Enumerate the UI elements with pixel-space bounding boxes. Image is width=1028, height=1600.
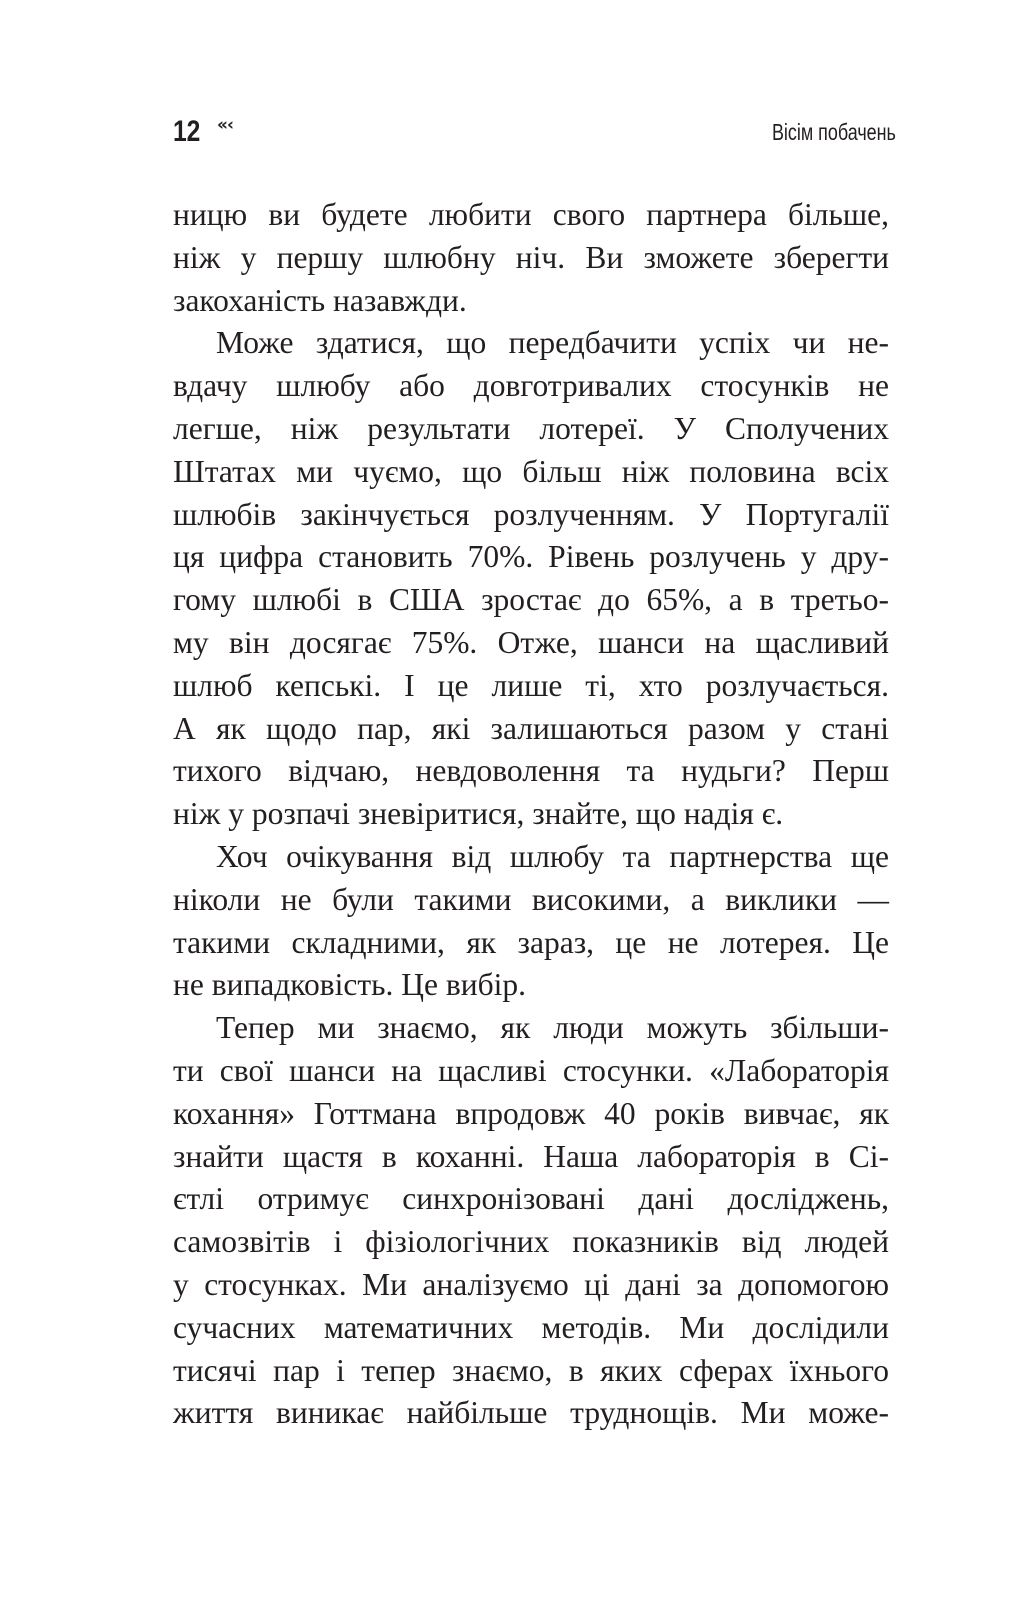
- text-line: ти свої шанси на щасливі стосунки. «Лабораторія: [173, 1052, 889, 1088]
- text-line: шлюбів закінчується розлученням. У Португалії: [173, 496, 889, 532]
- running-header: [173, 112, 896, 152]
- text-line: ця цифра становить 70%. Рівень розлучень у дру-: [173, 539, 889, 575]
- text-line: ніж у розпачі зневіритися, знайте, що надія є.: [173, 796, 784, 832]
- text-line: шлюб кепські. І це лише ті, хто розлучається.: [173, 667, 889, 703]
- text-line: знайти щастя в коханні. Наша лабораторія в Сі-: [173, 1138, 889, 1174]
- text-line: ніколи не були такими високими, а виклики —: [173, 881, 889, 917]
- text-line: гому шлюбі в США зростає до 65%, а в третьо-: [173, 582, 889, 618]
- text-line: єтлі отримує синхронізовані дані досліджень,: [173, 1181, 889, 1217]
- text-line: такими складними, як зараз, це не лотерея. Це: [173, 924, 889, 960]
- body-text: [173, 194, 889, 1435]
- text-line: тихого відчаю, невдоволення та нудьги? Перш: [173, 753, 889, 789]
- text-line: життя виникає найбільше труднощів. Ми може-: [173, 1395, 889, 1431]
- text-line: ницю ви будете любити свого партнера більше,: [173, 197, 889, 232]
- text-line: вдачу шлюбу або довготривалих стосунків не: [173, 368, 889, 404]
- text-line: не випадковість. Це вибір.: [173, 967, 526, 1003]
- running-title: Вісім побачень: [772, 119, 896, 145]
- paragraph: [173, 322, 889, 836]
- paragraph: [173, 836, 889, 1007]
- text-line: Може здатися, що передбачити успіх чи не-: [216, 325, 889, 361]
- text-line: Штатах ми чуємо, що більш ніж половина всіх: [173, 453, 889, 489]
- text-line: у стосунках. Ми аналізуємо ці дані за допомогою: [173, 1266, 889, 1302]
- text-line: легше, ніж результати лотереї. У Сполучених: [173, 410, 889, 446]
- text-line: тисячі пар і тепер знаємо, в яких сферах їхнього: [173, 1352, 889, 1388]
- text-line: А як щодо пар, які залишаються разом у стані: [173, 710, 889, 746]
- text-line: му він досягає 75%. Отже, шанси на щасливий: [173, 624, 889, 660]
- text-line: закоханість назавжди.: [173, 282, 467, 318]
- text-line: кохання» Готтмана впродовж 40 років вивчає, як: [173, 1095, 889, 1131]
- paragraph: [173, 194, 889, 322]
- page-number: 12: [173, 115, 201, 148]
- page-mark-glyph: «‹: [217, 115, 233, 135]
- paragraph: [173, 1007, 889, 1435]
- text-line: самозвітів і фізіологічних показників від людей: [173, 1224, 889, 1260]
- text-line: Хоч очікування від шлюбу та партнерства ще: [216, 838, 889, 874]
- text-line: сучасних математичних методів. Ми дослідили: [173, 1309, 889, 1345]
- text-line: Тепер ми знаємо, як люди можуть збільши-: [216, 1010, 889, 1046]
- text-line: ніж у першу шлюбну ніч. Ви зможете зберегти: [173, 239, 889, 275]
